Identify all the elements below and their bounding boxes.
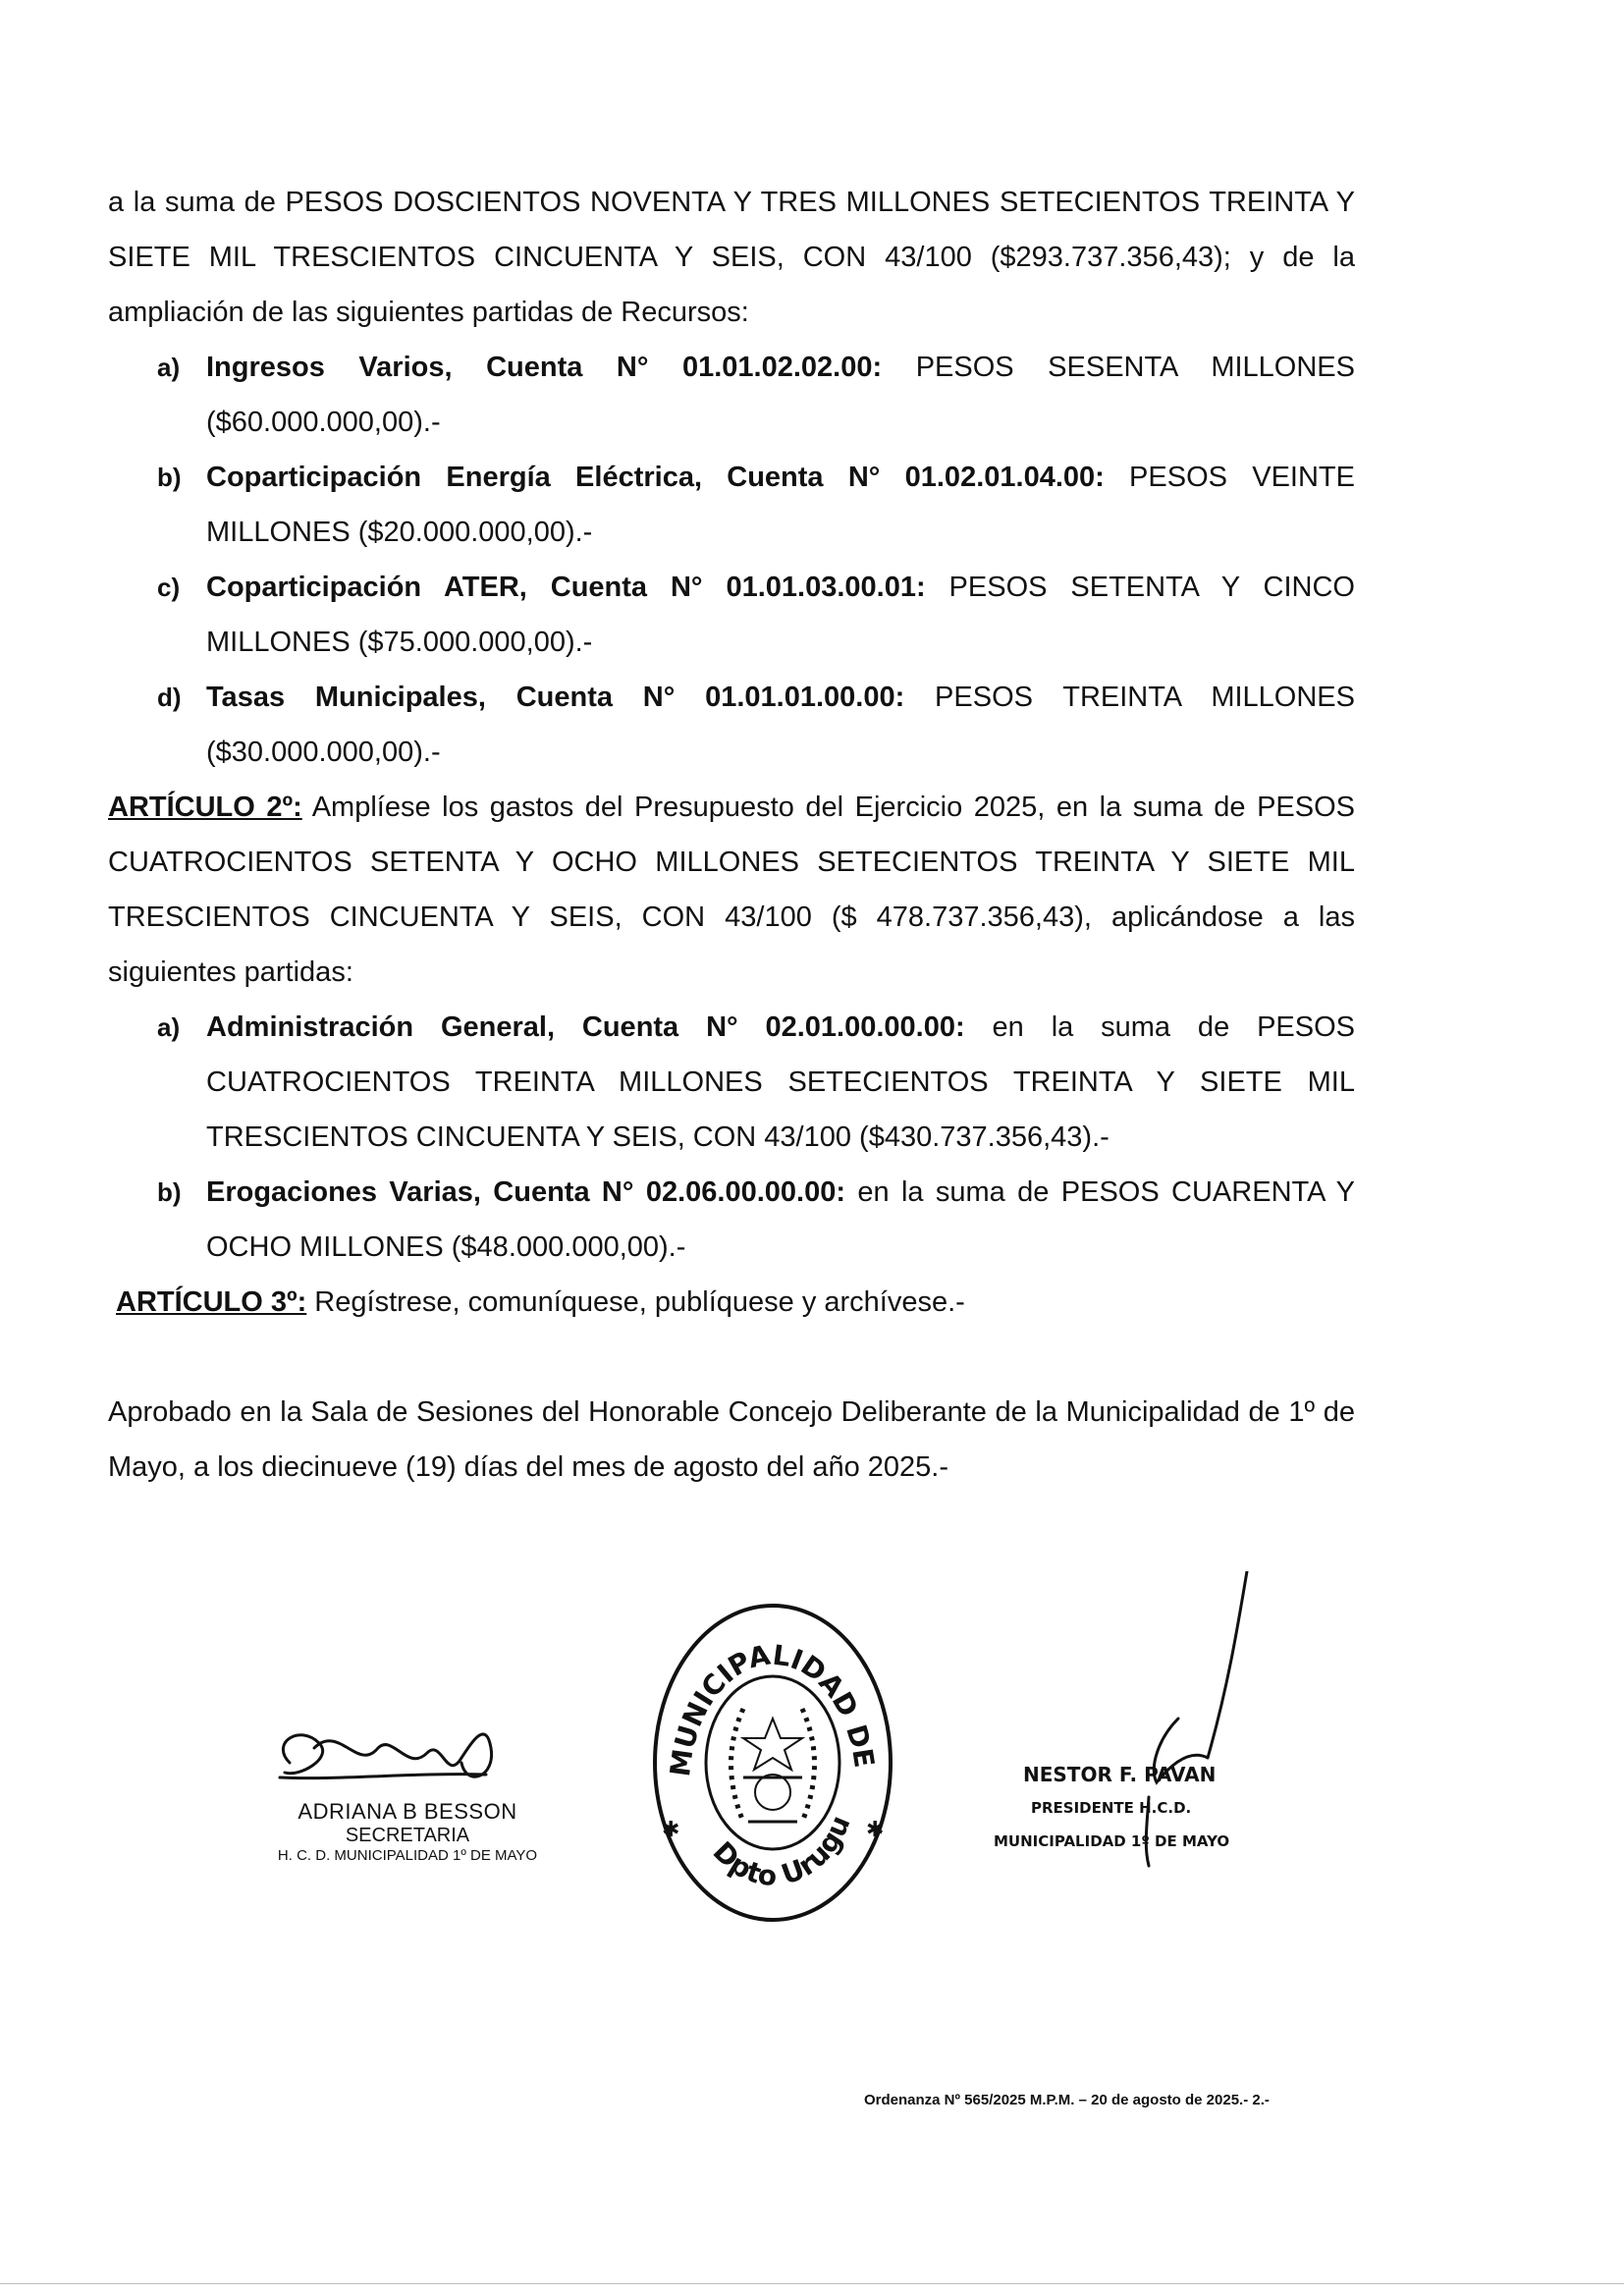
- item-label: b): [157, 1177, 182, 1207]
- item-label: d): [157, 683, 182, 712]
- seal-top-text: MUNICIPALIDAD DE: [663, 1638, 881, 1778]
- signer-org: MUNICIPALIDAD 1º DE MAYO: [994, 1832, 1230, 1850]
- item-amount: en la suma de PESOS CUARENTA Y OCHO MILLONES ($48.000.000,00).-: [206, 1176, 1355, 1263]
- signer-name: ADRIANA B BESSON: [298, 1799, 517, 1824]
- list-item: [157, 450, 1355, 560]
- articulo-2-paragraph: [108, 780, 1355, 1000]
- item-account: Coparticipación ATER, Cuenta N° 01.01.03.00.01:: [206, 572, 926, 603]
- item-account: Coparticipación Energía Eléctrica, Cuenta N° 01.02.01.04.00:: [206, 462, 1105, 493]
- svg-text:MUNICIPALIDAD DE 1º DE MAYO: [650, 1591, 882, 1778]
- item-account: Ingresos Varios, Cuenta N° 01.01.02.02.00:: [206, 352, 883, 383]
- articulo-2-heading: ARTÍCULO 2º:: [108, 792, 302, 823]
- handwritten-signature-icon: [260, 1704, 515, 1812]
- item-label: c): [157, 573, 181, 602]
- list-item: [157, 560, 1355, 670]
- document-body: [108, 175, 1355, 1495]
- articulo-3-heading: ARTÍCULO 3º:: [116, 1286, 307, 1318]
- signature-left: [260, 1704, 555, 1864]
- gastos-list: [108, 1000, 1355, 1275]
- item-account: Administración General, Cuenta N° 02.01.00.00.00:: [206, 1011, 965, 1043]
- item-amount: PESOS SESENTA MILLONES ($60.000.000,00).-: [206, 352, 1355, 438]
- articulo-3-paragraph: [108, 1275, 1355, 1330]
- list-item: [157, 340, 1355, 450]
- item-label: a): [157, 353, 181, 382]
- item-label: a): [157, 1012, 181, 1042]
- seal-bottom-text: Dpto Urugu: [706, 1810, 857, 1893]
- signer-org: H. C. D. MUNICIPALIDAD 1º DE MAYO: [277, 1847, 538, 1864]
- document-footer: Ordenanza Nº 565/2025 M.P.M. – 20 de agosto de 2025.- 2.-: [864, 2092, 1270, 2108]
- signer-role: PRESIDENTE H.C.D.: [1031, 1799, 1192, 1817]
- municipal-seal: [650, 1591, 895, 1925]
- articulo-3-text: Regístrese, comuníquese, publíquese y archívese.-: [306, 1286, 965, 1318]
- recursos-list: [108, 340, 1355, 780]
- item-label: b): [157, 463, 182, 492]
- item-account: Tasas Municipales, Cuenta N° 01.01.01.00.00:: [206, 682, 905, 713]
- signer-role: SECRETARIA: [345, 1825, 470, 1846]
- signer-name: NESTOR F. PAVAN: [1023, 1763, 1217, 1786]
- intro-paragraph: a la suma de PESOS DOSCIENTOS NOVENTA Y TRES MILLONES SETECIENTOS TREINTA Y SIETE MIL TRESCIENTOS CINCUENTA Y SEIS, CON 43/100 ($293.737.356,43); y de la ampliación de las siguientes partidas de Recursos:: [108, 187, 1355, 328]
- svg-text:✱: ✱: [662, 1817, 680, 1841]
- item-amount: PESOS SETENTA Y CINCO MILLONES ($75.000.000,00).-: [206, 572, 1355, 658]
- divider: [0, 2283, 1624, 2284]
- item-amount: en la suma de PESOS CUATROCIENTOS TREINTA MILLONES SETECIENTOS TREINTA Y SIETE MIL TRESCIENTOS CINCUENTA Y SEIS, CON 43/100 ($430.737.356,43).-: [206, 1011, 1355, 1153]
- list-item: [157, 1165, 1355, 1275]
- item-amount: PESOS VEINTE MILLONES ($20.000.000,00).-: [206, 462, 1355, 548]
- spacer: [108, 1330, 1355, 1385]
- item-amount: PESOS TREINTA MILLONES ($30.000.000,00).-: [206, 682, 1355, 768]
- list-item: [157, 670, 1355, 780]
- articulo-2-text: Amplíese los gastos del Presupuesto del Ejercicio 2025, en la suma de PESOS CUATROCIENTOS SETENTA Y OCHO MILLONES SETECIENTOS TREINTA Y SIETE MIL TRESCIENTOS CINCUENTA Y SEIS, CON 43/100 ($ 478.737.356,43), aplicándose a las siguientes partidas:: [108, 792, 1356, 988]
- aprobado-paragraph: Aprobado en la Sala de Sesiones del Honorable Concejo Deliberante de la Municipalidad de 1º de Mayo, a los diecinueve (19) días del mes de agosto del año 2025.-: [108, 1396, 1355, 1483]
- list-item: [157, 1000, 1355, 1165]
- item-account: Erogaciones Varias, Cuenta N° 02.06.00.00.00:: [206, 1176, 845, 1208]
- svg-text:✱: ✱: [866, 1817, 885, 1841]
- seal-icon: [650, 1591, 895, 1925]
